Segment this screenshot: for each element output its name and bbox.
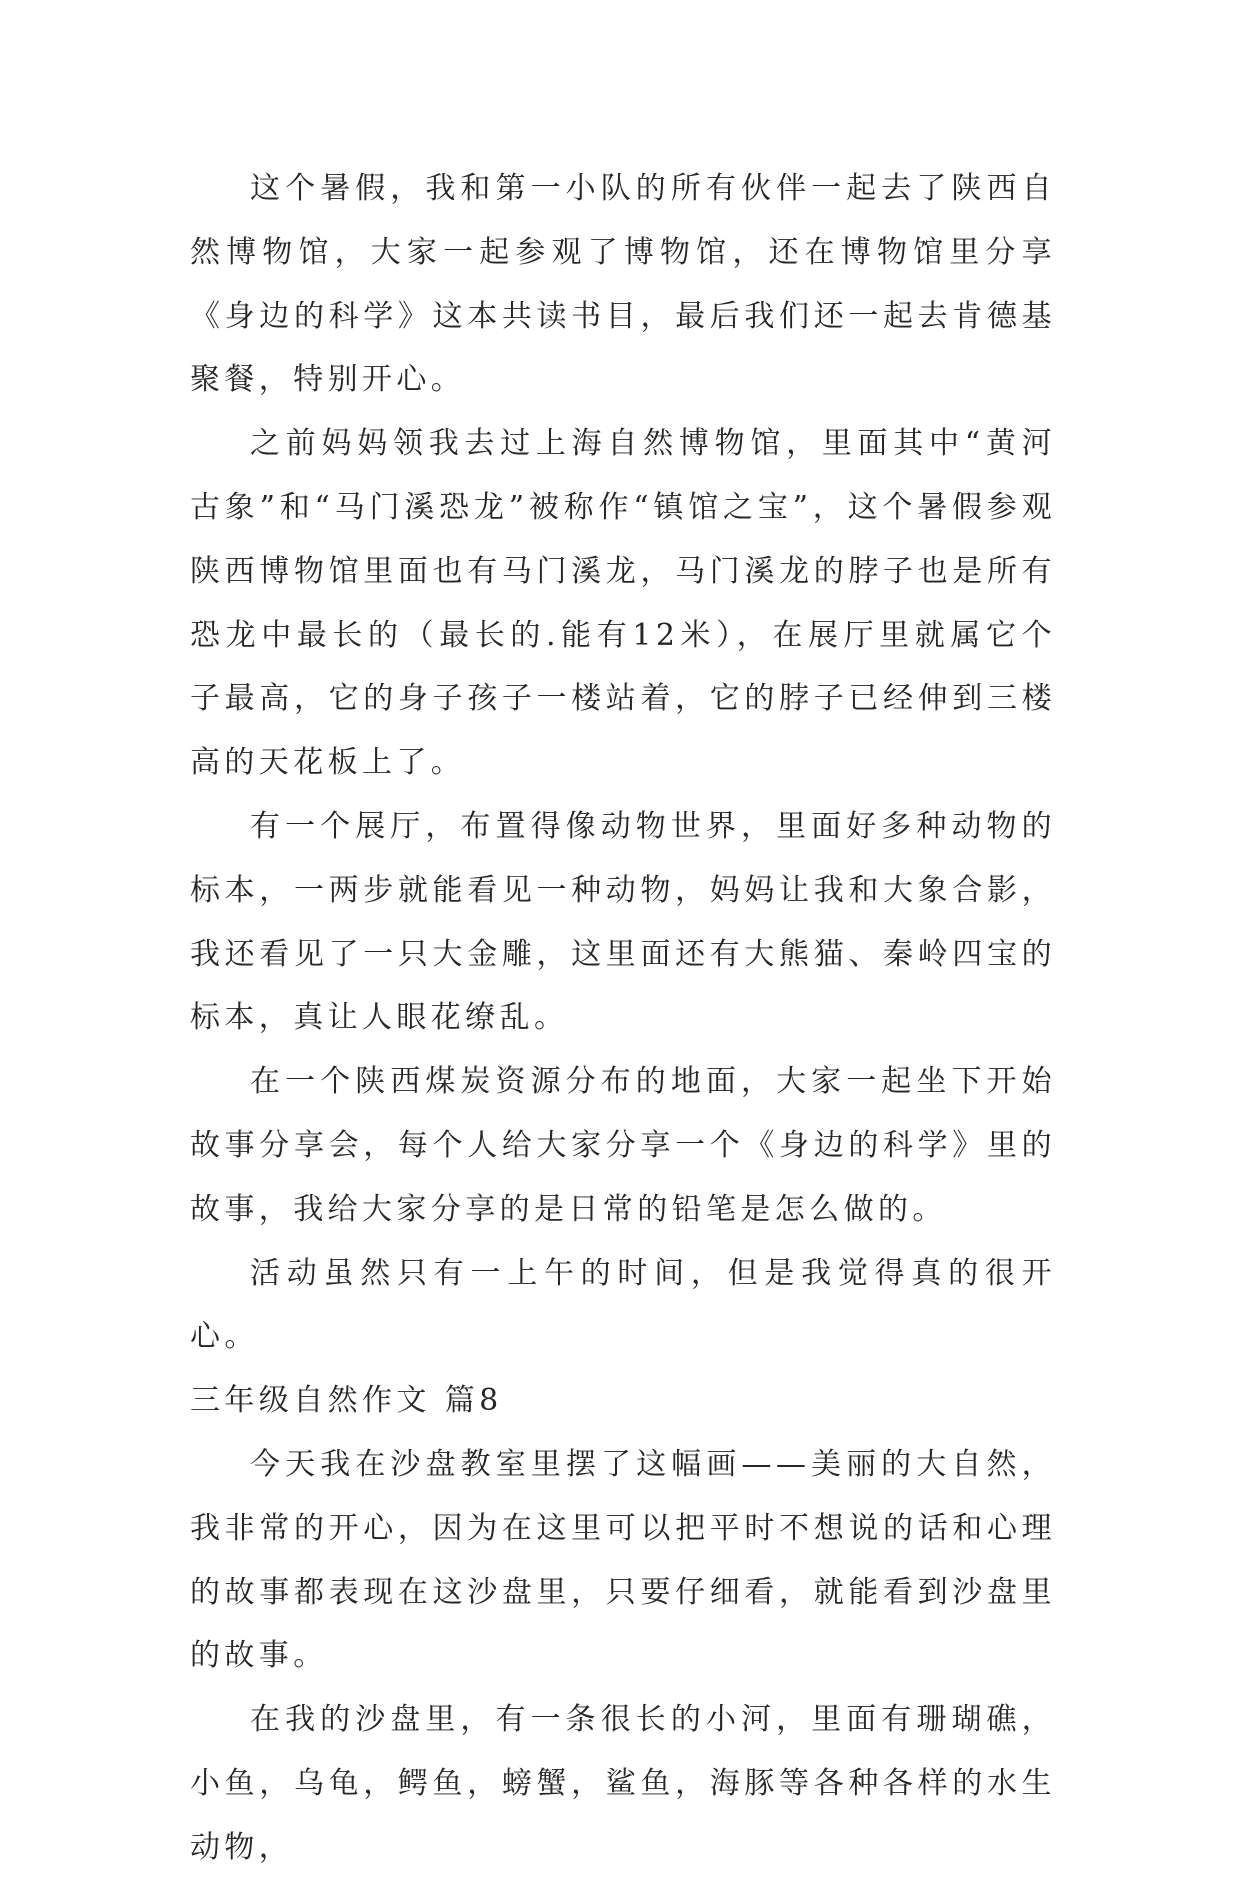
paragraph-1: 这个暑假，我和第一小队的所有伙伴一起去了陕西自然博物馆，大家一起参观了博物馆，还在博物馆里分享《身边的科学》这本共读书目，最后我们还一起去肯德基聚餐，特别开心。 <box>190 171 1056 398</box>
paragraph-3: 有一个展厅，布置得像动物世界，里面好多种动物的标本，一两步就能看见一种动物，妈妈让我和大象合影，我还看见了一只大金雕，这里面还有大熊猫、秦岭四宝的标本，真让人眼花缭乱。 <box>190 808 1056 1036</box>
document-body <box>190 157 1056 1880</box>
paragraph-5: 活动虽然只有一上午的时间，但是我觉得真的很开心。 <box>190 1255 1056 1355</box>
paragraph-2: 之前妈妈领我去过上海自然博物馆，里面其中“黄河古象”和“马门溪恐龙”被称作“镇馆之宝”，这个暑假参观陕西博物馆里面也有马门溪龙，马门溪龙的脖子也是所有恐龙中最长的（最长的.能有12米），在展厅里就属它个子最高，它的身子孩子一楼站着，它的脖子已经伸到三楼高的天花板上了。 <box>190 426 1056 781</box>
section-heading: 三年级自然作文 篇8 <box>190 1383 503 1419</box>
paragraph-4: 在一个陕西煤炭资源分布的地面，大家一起坐下开始故事分享会，每个人给大家分享一个《身边的科学》里的故事，我给大家分享的是日常的铅笔是怎么做的。 <box>190 1064 1056 1227</box>
paragraph-6: 今天我在沙盘教室里摆了这幅画——美丽的大自然，我非常的开心，因为在这里可以把平时不想说的话和心理的故事都表现在这沙盘里，只要仔细看，就能看到沙盘里的故事。 <box>190 1446 1056 1674</box>
paragraph-7: 在我的沙盘里，有一条很长的小河，里面有珊瑚礁，小鱼，乌龟，鳄鱼，螃蟹，鲨鱼，海豚等各种各样的水生动物， <box>190 1702 1056 1865</box>
